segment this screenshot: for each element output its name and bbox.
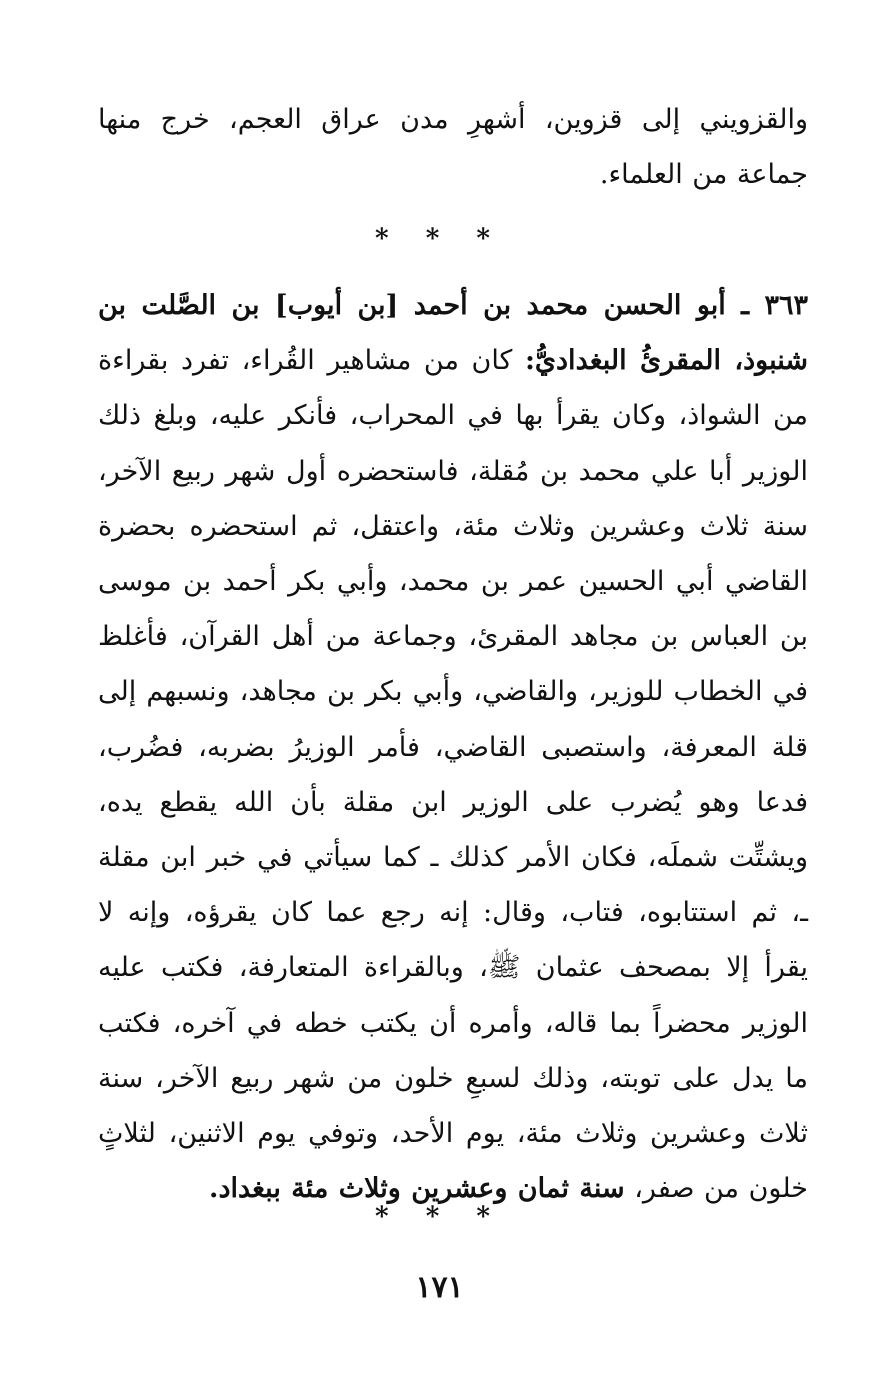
section-separator: * * *: [375, 224, 504, 254]
biography-entry: [98, 278, 808, 1216]
page-number: ١٧١: [415, 1270, 464, 1305]
entry-closing: سنة ثمان وعشرين وثلاث مئة ببغداد.: [209, 1173, 625, 1205]
entry-body: كان من مشاهير القُراء، تفرد بقراءة من الشواذ، وكان يقرأ بها في المحراب، فأنكر عليه، وبلغ ذلك الوزير أبا علي محمد بن مُقلة، فاستحضره أول شهر ربيع الآخر، سنة ثلاث وعشرين وثلاث مئة، واعتقل، ثم استحضره بحضرة القاضي أبي الحسين عمر بن محمد، وأبي بكر أحمد بن موسى بن العباس بن مجاهد المقرئ، وجماعة من أهل القرآن، فأغلظ في الخطاب للوزير، والقاضي، وأبي بكر بن مجاهد، ونسبهم إلى قلة المعرفة، واستصبى القاضي، فأمر الوزيرُ بضربه، فضُرب، فدعا وهو يُضرب على الوزير ابن مقلة بأن الله يقطع يده، ويشتِّت شملَه، فكان الأمر كذلك ـ كما سيأتي في خبر ابن مقلة ـ، ثم استتابوه، فتاب، وقال: إنه رجع عما كان يقرؤه، وإنه لا يقرأ إلا بمصحف عثمان ﷺ، وبالقراءة المتعارفة، فكتب عليه الوزير محضراً بما قاله، وأمره أن يكتب خطه في آخره، فكتب ما يدل على توبته، وذلك لسبعِ خلون من شهر ربيع الآخر، سنة ثلاث وعشرين وثلاث مئة، يوم الأحد، وتوفي يوم الاثنين، لثلاثٍ خلون من صفر،: [98, 345, 808, 1205]
intro-paragraph: والقزويني إلى قزوين، أشهرِ مدن عراق العجم، خرج منها جماعة من العلماء.: [98, 104, 808, 191]
section-separator-bottom: * * *: [375, 1202, 504, 1232]
entry-heading: ٣٦٣ ـ أبو الحسن محمد بن أحمد [بن أيوب] بن الصَّلت بن شنبوذ، المقرئُ البغداديُّ:: [98, 290, 808, 377]
